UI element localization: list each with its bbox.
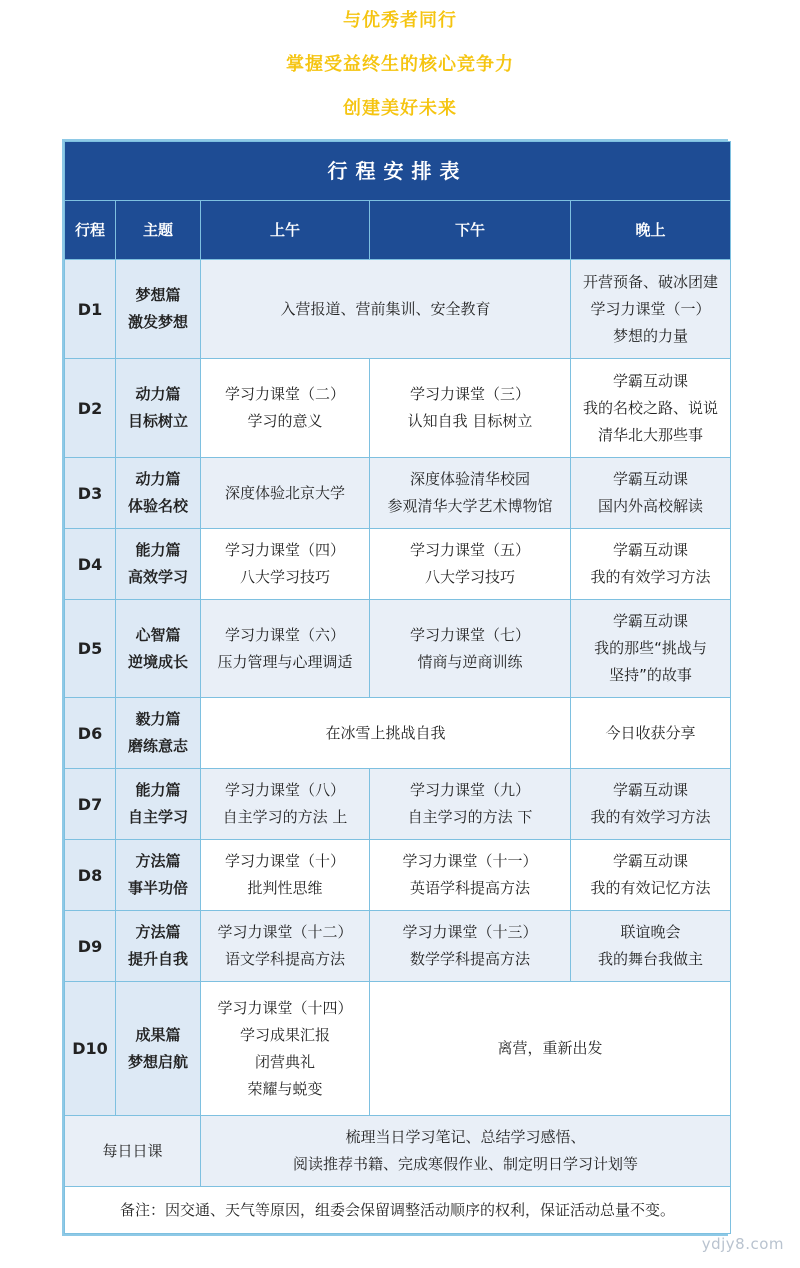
cell-line: 学霸互动课 <box>613 612 689 630</box>
morning-cell <box>201 769 370 840</box>
cell-line: 梦想的力量 <box>613 326 689 345</box>
afternoon-cell <box>370 458 571 529</box>
day-cell: D5 <box>65 600 116 698</box>
cell-line: 学习力课堂（三） <box>409 385 530 403</box>
morning-cell <box>201 911 370 982</box>
morning-cell <box>201 840 370 911</box>
daily-label: 每日日课 <box>65 1116 201 1187</box>
cell-line: 学霸互动课 <box>613 371 689 390</box>
afternoon-cell <box>370 769 571 840</box>
schedule-table-container <box>62 139 728 1236</box>
cell-line: 参观清华大学艺术博物馆 <box>387 497 553 515</box>
cell-line: 事半功倍 <box>127 879 188 897</box>
morning-cell <box>201 982 370 1116</box>
cell-line: 入营报道、营前集训、安全教育 <box>280 299 491 318</box>
slogan-1: 与优秀者同行 <box>343 10 457 31</box>
evening-cell <box>571 600 731 698</box>
cell-line: 英语学科提高方法 <box>409 879 530 897</box>
cell-line: 学习力课堂（四） <box>224 541 345 559</box>
day-cell: D10 <box>65 982 116 1116</box>
theme-cell <box>116 359 201 458</box>
cell-line: 毅力篇 <box>135 710 181 728</box>
cell-line: 梦想启航 <box>127 1052 188 1071</box>
cell-line: 目标树立 <box>127 412 188 430</box>
day-cell: D1 <box>65 260 116 359</box>
cell-line: 方法篇 <box>135 923 181 941</box>
evening-cell <box>571 458 731 529</box>
cell-line: 梦想篇 <box>135 286 181 304</box>
cell-line: 学习成果汇报 <box>239 1025 330 1044</box>
cell-line: 提升自我 <box>127 950 188 968</box>
cell-line: 离营，重新出发 <box>497 1039 603 1057</box>
cell-line: 学习力课堂（九） <box>409 781 530 799</box>
table-row <box>65 260 731 359</box>
table-row <box>65 982 731 1116</box>
cell-line: 学习力课堂（十三） <box>402 923 538 941</box>
evening-cell <box>571 698 731 769</box>
cell-line: 学习力课堂（二） <box>224 385 345 403</box>
cell-line: 在冰雪上挑战自我 <box>325 723 446 742</box>
cell-line: 学习力课堂（八） <box>224 781 345 799</box>
note-text: 备注：因交通、天气等原因，组委会保留调整活动顺序的权利，保证活动总量不变。 <box>65 1187 731 1234</box>
cell-line: 磨练意志 <box>127 737 188 755</box>
cell-line: 我的有效记忆方法 <box>590 879 711 897</box>
table-row <box>65 359 731 458</box>
cell-line: 能力篇 <box>135 541 181 559</box>
cell-line: 国内外高校解读 <box>598 497 704 515</box>
daytime-cell <box>201 260 571 359</box>
morning-cell <box>201 529 370 600</box>
cell-line: 我的有效学习方法 <box>590 568 711 586</box>
evening-cell <box>571 911 731 982</box>
cell-line: 学霸互动课 <box>613 470 689 488</box>
cell-line: 动力篇 <box>135 385 181 403</box>
cell-line: 我的有效学习方法 <box>590 808 711 826</box>
cell-line: 学习力课堂（十一） <box>402 852 538 870</box>
cell-line: 学习力课堂（十） <box>224 852 345 870</box>
day-cell: D4 <box>65 529 116 600</box>
cell-line: 坚持”的故事 <box>609 666 692 684</box>
table-title: 行程安排表 <box>65 142 731 201</box>
slogan-2: 掌握受益终生的核心竞争力 <box>286 54 514 75</box>
table-row <box>65 600 731 698</box>
table-row <box>65 529 731 600</box>
cell-line: 深度体验北京大学 <box>224 483 345 502</box>
theme-cell <box>116 982 201 1116</box>
header-day: 行程 <box>65 201 116 260</box>
cell-line: 今日收获分享 <box>605 723 696 742</box>
table-row <box>65 911 731 982</box>
header-afternoon: 下午 <box>370 201 571 260</box>
cell-line: 方法篇 <box>135 852 181 870</box>
afternoon-cell <box>370 911 571 982</box>
cell-line: 心智篇 <box>135 625 181 644</box>
theme-cell <box>116 529 201 600</box>
day-cell: D2 <box>65 359 116 458</box>
cell-line: 成果篇 <box>135 1025 181 1044</box>
cell-line: 能力篇 <box>135 781 181 799</box>
cell-line: 压力管理与心理调适 <box>217 652 353 671</box>
table-row <box>65 769 731 840</box>
cell-line: 荣耀与蜕变 <box>247 1079 323 1098</box>
cell-line: 开营预备、破冰团建 <box>583 272 719 291</box>
morning-cell <box>201 458 370 529</box>
evening-cell <box>571 840 731 911</box>
daily-row <box>65 1116 731 1187</box>
cell-line: 学习力课堂（十二） <box>217 923 353 941</box>
cell-line: 学习力课堂（六） <box>224 625 345 644</box>
theme-cell <box>116 458 201 529</box>
cell-line: 阅读推荐书籍、完成寒假作业、制定明日学习计划等 <box>293 1155 639 1173</box>
cell-line: 八大学习技巧 <box>424 568 515 586</box>
day-cell: D8 <box>65 840 116 911</box>
theme-cell <box>116 600 201 698</box>
table-row <box>65 698 731 769</box>
evening-cell <box>571 769 731 840</box>
cell-line: 学霸互动课 <box>613 852 689 870</box>
cell-line: 语文学科提高方法 <box>224 950 345 968</box>
evening-cell <box>571 529 731 600</box>
cell-line: 学习力课堂（五） <box>409 541 530 559</box>
theme-cell <box>116 260 201 359</box>
cell-line: 学习力课堂（七） <box>409 625 530 644</box>
cell-line: 八大学习技巧 <box>239 568 330 586</box>
cell-line: 激发梦想 <box>127 313 188 331</box>
slogan-3: 创建美好未来 <box>343 98 457 119</box>
morning-cell <box>201 359 370 458</box>
theme-cell <box>116 769 201 840</box>
cell-line: 学习力课堂（一） <box>590 299 711 318</box>
afternoon-cell <box>370 840 571 911</box>
title-row <box>65 142 731 201</box>
cell-line: 体验名校 <box>127 497 188 515</box>
cell-line: 我的名校之路、说说 <box>583 398 719 417</box>
theme-cell <box>116 698 201 769</box>
header-row <box>65 201 731 260</box>
evening-cell <box>571 359 731 458</box>
cell-line: 闭营典礼 <box>254 1052 315 1071</box>
cell-line: 深度体验清华校园 <box>409 470 530 488</box>
cell-line: 自主学习的方法 下 <box>407 808 533 826</box>
morning-cell <box>201 600 370 698</box>
cell-line: 动力篇 <box>135 470 181 488</box>
afternoon-evening-cell <box>370 982 731 1116</box>
cell-line: 梳理当日学习笔记、总结学习感悟、 <box>345 1128 586 1146</box>
cell-line: 自主学习的方法 上 <box>222 808 348 826</box>
header-evening: 晚上 <box>571 201 731 260</box>
note-row <box>65 1187 731 1234</box>
daytime-cell <box>201 698 571 769</box>
cell-line: 学霸互动课 <box>613 541 689 559</box>
cell-line: 学习力课堂（十四） <box>217 998 353 1017</box>
cell-line: 高效学习 <box>127 568 188 586</box>
cell-line: 我的那些“挑战与 <box>594 639 707 657</box>
cell-line: 清华北大那些事 <box>598 425 704 444</box>
cell-line: 学习的意义 <box>247 412 323 430</box>
cell-line: 批判性思维 <box>247 879 323 897</box>
afternoon-cell <box>370 529 571 600</box>
day-cell: D9 <box>65 911 116 982</box>
table-row <box>65 458 731 529</box>
header-morning: 上午 <box>201 201 370 260</box>
theme-cell <box>116 911 201 982</box>
cell-line: 学霸互动课 <box>613 781 689 799</box>
watermark: ydjy8.com <box>701 1235 784 1253</box>
day-cell: D3 <box>65 458 116 529</box>
theme-cell <box>116 840 201 911</box>
cell-line: 数学学科提高方法 <box>409 950 530 968</box>
day-cell: D6 <box>65 698 116 769</box>
cell-line: 情商与逆商训练 <box>417 652 523 671</box>
day-cell: D7 <box>65 769 116 840</box>
schedule-table <box>64 141 731 1234</box>
cell-line: 我的舞台我做主 <box>598 950 704 968</box>
afternoon-cell <box>370 359 571 458</box>
afternoon-cell <box>370 600 571 698</box>
header-theme: 主题 <box>116 201 201 260</box>
cell-line: 认知自我 目标树立 <box>407 412 533 430</box>
table-row <box>65 840 731 911</box>
evening-cell <box>571 260 731 359</box>
cell-line: 自主学习 <box>127 808 188 826</box>
daily-content <box>201 1116 731 1187</box>
cell-line: 逆境成长 <box>127 652 188 671</box>
cell-line: 联谊晚会 <box>620 923 681 941</box>
